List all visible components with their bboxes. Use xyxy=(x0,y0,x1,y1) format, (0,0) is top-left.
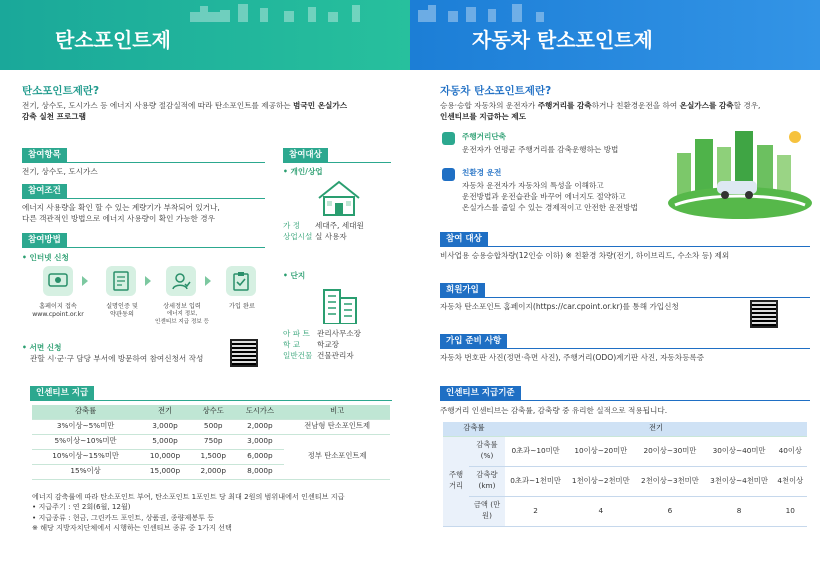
table-header-row xyxy=(32,405,390,419)
table-row xyxy=(32,434,390,449)
table-cell: 20이상~30미만 xyxy=(635,436,704,466)
car-point-heading: 자동차 탄소포인트제란? xyxy=(440,85,552,97)
eco-drive-title: 친환경 운전 xyxy=(462,168,502,177)
section-conditions: 참여조건 xyxy=(22,184,67,199)
mileage-icon xyxy=(442,132,455,145)
section-target: 참여대상 xyxy=(283,148,328,163)
table-cell: 8,000p xyxy=(236,464,285,479)
table-cell: 1천이상~2천미만 xyxy=(566,466,635,496)
incentive-table xyxy=(32,405,390,480)
table-cell: 3%이상~5%미만 xyxy=(32,419,139,434)
items-text: 전기, 상수도, 도시가스 xyxy=(22,167,98,176)
car-point-description xyxy=(440,100,815,122)
table-cell: 2,000p xyxy=(191,464,236,479)
step-arrow-icon xyxy=(205,276,211,286)
table-cell: 15%이상 xyxy=(32,464,139,479)
step-3-title: 상세정보 입력 xyxy=(163,303,201,310)
divider xyxy=(22,247,265,248)
note-line-4: ※ 해당 지방자치단체에서 시행하는 인센티브 종류 중 1가지 선택 xyxy=(32,522,232,532)
table-cell: 2 xyxy=(505,496,566,526)
table-cell: 2,000p xyxy=(236,419,285,434)
personal-val-2: 실 사용자 xyxy=(315,232,347,241)
table-cell: 750p xyxy=(191,434,236,449)
internet-apply-label: • 인터넷 신청 xyxy=(22,253,69,262)
table-header: 전기 xyxy=(139,405,191,419)
mileage-text: 운전자가 연평균 주행거리를 감축운행하는 방법 xyxy=(462,145,619,154)
section-target: 참여 대상 xyxy=(440,232,488,247)
step-arrow-icon xyxy=(82,276,88,286)
desc-text-2: 하거나 친환경운전을 하여 xyxy=(591,101,680,110)
table-header: 전기 xyxy=(505,422,807,436)
step-1-label xyxy=(30,303,86,320)
complex-label: • 단지 xyxy=(283,271,306,280)
complex-val-3: 건물관리자 xyxy=(317,351,354,360)
criteria-text: 주행거리 인센티브는 감축률, 감축량 중 유리한 실적으로 적용됩니다. xyxy=(440,406,668,415)
table-cell: 5%이상~10%미만 xyxy=(32,434,139,449)
complex-key-2: 학 교 xyxy=(283,340,301,349)
step-homepage-icon xyxy=(43,266,73,296)
table-header-row xyxy=(443,422,807,436)
table-row xyxy=(443,496,807,526)
table-cell: 4 xyxy=(566,496,635,526)
personal-key-2: 상업시설 xyxy=(283,232,313,241)
house-icon xyxy=(315,178,363,216)
building-icon xyxy=(320,282,360,324)
table-cell: 10이상~20미만 xyxy=(566,436,635,466)
conditions-line-2: 다른 객관적인 방법으로 에너지 사용량이 확인 가능한 경우 xyxy=(22,214,215,223)
step-complete-icon xyxy=(226,266,256,296)
eco-drive-text xyxy=(462,180,682,213)
section-join: 회원가입 xyxy=(440,283,485,298)
personal-key-1: 가 정 xyxy=(283,221,301,230)
row-label: 감축률 (%) xyxy=(469,436,505,466)
note-line-1: 에너지 감축률에 따라 탄소포인트 부여, 탄소포인트 1포인트 당 최대 2원의 범위내에서 인센티브 지급 xyxy=(32,492,345,501)
paper-apply-label: • 서면 신청 xyxy=(22,343,62,352)
eco-line-1: 자동차 운전자가 자동차의 특성을 이해하고 xyxy=(462,181,604,190)
mileage-title: 주행거리단축 xyxy=(462,132,507,141)
table-cell: 정부 탄소포인트제 xyxy=(284,434,390,479)
desc-text: 전기, 상수도, 도시가스 등 에너지 사용량 절감실적에 따라 탄소포인트를 제공하는 xyxy=(22,101,294,110)
section-method: 참여방법 xyxy=(22,233,67,248)
step-1-sub: www.cpoint.or.kr xyxy=(32,311,84,319)
left-banner xyxy=(0,0,410,70)
table-row xyxy=(443,466,807,496)
divider xyxy=(283,162,391,163)
table-cell: 5,000p xyxy=(139,434,191,449)
eco-drive-icon xyxy=(442,168,455,181)
table-row xyxy=(32,419,390,434)
table-cell: 2천이상~3천미만 xyxy=(635,466,704,496)
carbon-point-description xyxy=(22,100,402,122)
table-cell: 30이상~40미만 xyxy=(704,436,773,466)
row-group-label: 주행거리 xyxy=(443,436,469,526)
table-header: 감축률 xyxy=(443,422,505,436)
divider xyxy=(440,400,810,401)
personal-label: • 개인/상업 xyxy=(283,167,323,176)
step-verify-icon xyxy=(106,266,136,296)
target-text: 비사업용 승용승합차량(12인승 이하) ※ 친환경 차량(전기, 하이브리드, 수소차 등) 제외 xyxy=(440,251,730,260)
skyline-decoration xyxy=(418,2,568,22)
complex-val-2: 학교장 xyxy=(317,340,340,349)
table-cell: 전남형 탄소포인트제 xyxy=(284,419,390,434)
table-cell: 8 xyxy=(704,496,773,526)
table-cell: 1,500p xyxy=(191,449,236,464)
step-2-sub: 약관동의 xyxy=(110,311,134,319)
section-docs: 가입 준비 사항 xyxy=(440,334,507,349)
step-2-title: 실명인증 및 xyxy=(106,303,138,310)
desc-emphasis-2: 감축 실천 프로그램 xyxy=(22,112,86,121)
desc-text: 승용·승합 자동차의 운전자가 xyxy=(440,101,538,110)
desc-emphasis-2: 온실가스를 감축 xyxy=(679,101,734,110)
personal-rows xyxy=(283,220,403,242)
divider xyxy=(440,297,810,298)
right-page xyxy=(410,0,820,580)
complex-val-1: 관리사무소장 xyxy=(317,329,362,338)
table-cell: 4천이상 xyxy=(774,466,807,496)
desc-emphasis: 범국민 온실가스 xyxy=(293,101,348,110)
divider xyxy=(30,400,392,401)
table-header: 상수도 xyxy=(191,405,236,419)
desc-text-3: 할 경우, xyxy=(733,101,761,110)
paper-apply-text: 관할 시·군·구 담당 부서에 방문하여 참여신청서 작성 xyxy=(30,354,204,363)
incentive-notes xyxy=(32,492,404,533)
step-2-label xyxy=(94,303,150,320)
table-cell: 6,000p xyxy=(236,449,285,464)
note-line-3: • 지급종류 : 현금, 그린카드 포인트, 상품권, 종량제봉투 등 xyxy=(32,512,215,522)
right-banner xyxy=(410,0,820,70)
join-text: 자동차 탄소포인트 홈페이지(https://car.cpoint.or.kr)를 통해 가입신청 xyxy=(440,302,679,311)
personal-val-1: 세대주, 세대원 xyxy=(315,221,364,230)
table-header: 도시가스 xyxy=(236,405,285,419)
qr-code-icon[interactable] xyxy=(750,300,778,328)
step-3-sub: 에너지 정보, xyxy=(166,311,198,318)
table-cell: 10 xyxy=(774,496,807,526)
step-3-label xyxy=(150,303,214,326)
complex-key-1: 아 파 트 xyxy=(283,329,310,338)
step-detail-icon xyxy=(166,266,196,296)
table-cell: 0초과~1천미만 xyxy=(505,466,566,496)
divider xyxy=(440,348,810,349)
right-page-title: 자동차 탄소포인트제 xyxy=(472,28,653,52)
section-incentive: 인센티브 지급 xyxy=(30,386,94,401)
skyline-decoration xyxy=(190,2,390,22)
table-cell: 0초과~10미만 xyxy=(505,436,566,466)
step-arrow-icon xyxy=(145,276,151,286)
section-criteria: 인센티브 지급기준 xyxy=(440,386,521,401)
table-cell: 10%이상~15%미만 xyxy=(32,449,139,464)
step-1-title: 홈페이지 접속 xyxy=(39,303,77,310)
table-cell: 3천이상~4천미만 xyxy=(704,466,773,496)
divider xyxy=(22,162,265,163)
eco-line-2: 운전방법과 운전습관을 바꾸어 에너지도 절약하고 xyxy=(462,192,626,201)
divider xyxy=(22,198,265,199)
desc-emphasis: 주행거리를 감축 xyxy=(537,101,592,110)
table-cell: 3,000p xyxy=(236,434,285,449)
complex-rows xyxy=(283,328,403,361)
docs-text: 자동차 번호판 사진(정면·측면 사진), 주행거리(ODO)계기판 사진, 자동차등록증 xyxy=(440,353,705,362)
table-cell: 500p xyxy=(191,419,236,434)
desc-emphasis-3: 인센티브를 지급하는 제도 xyxy=(440,112,526,121)
green-city-illustration xyxy=(665,125,815,220)
row-label: 감축량 (km) xyxy=(469,466,505,496)
step-4-title: 가입 완료 xyxy=(229,303,255,310)
step-4-label xyxy=(222,303,262,311)
row-label: 금액 (만원) xyxy=(469,496,505,526)
conditions-line-1: 에너지 사용량을 확인 할 수 있는 계량기가 부착되어 있거나, xyxy=(22,203,220,212)
left-page-title: 탄소포인트제 xyxy=(55,28,171,52)
table-row xyxy=(443,436,807,466)
note-line-2: • 지급주기 : 연 2회(6월, 12월) xyxy=(32,502,131,512)
eco-line-3: 온실가스를 줄일 수 있는 경제적이고 안전한 운전방법 xyxy=(462,203,638,212)
table-header: 감축률 xyxy=(32,405,139,419)
table-cell: 40이상 xyxy=(774,436,807,466)
complex-key-3: 일반건물 xyxy=(283,351,313,360)
table-cell: 10,000p xyxy=(139,449,191,464)
table-cell: 6 xyxy=(635,496,704,526)
section-items: 참여항목 xyxy=(22,148,67,163)
qr-code-icon[interactable] xyxy=(230,339,258,367)
divider xyxy=(440,246,810,247)
table-header: 비고 xyxy=(284,405,390,419)
criteria-table xyxy=(443,422,807,527)
carbon-point-heading: 탄소포인트제란? xyxy=(22,85,100,97)
step-3-sub2: 인센티브 지급 정보 등 xyxy=(155,318,209,325)
conditions-text xyxy=(22,202,267,224)
table-cell: 15,000p xyxy=(139,464,191,479)
table-cell: 3,000p xyxy=(139,419,191,434)
